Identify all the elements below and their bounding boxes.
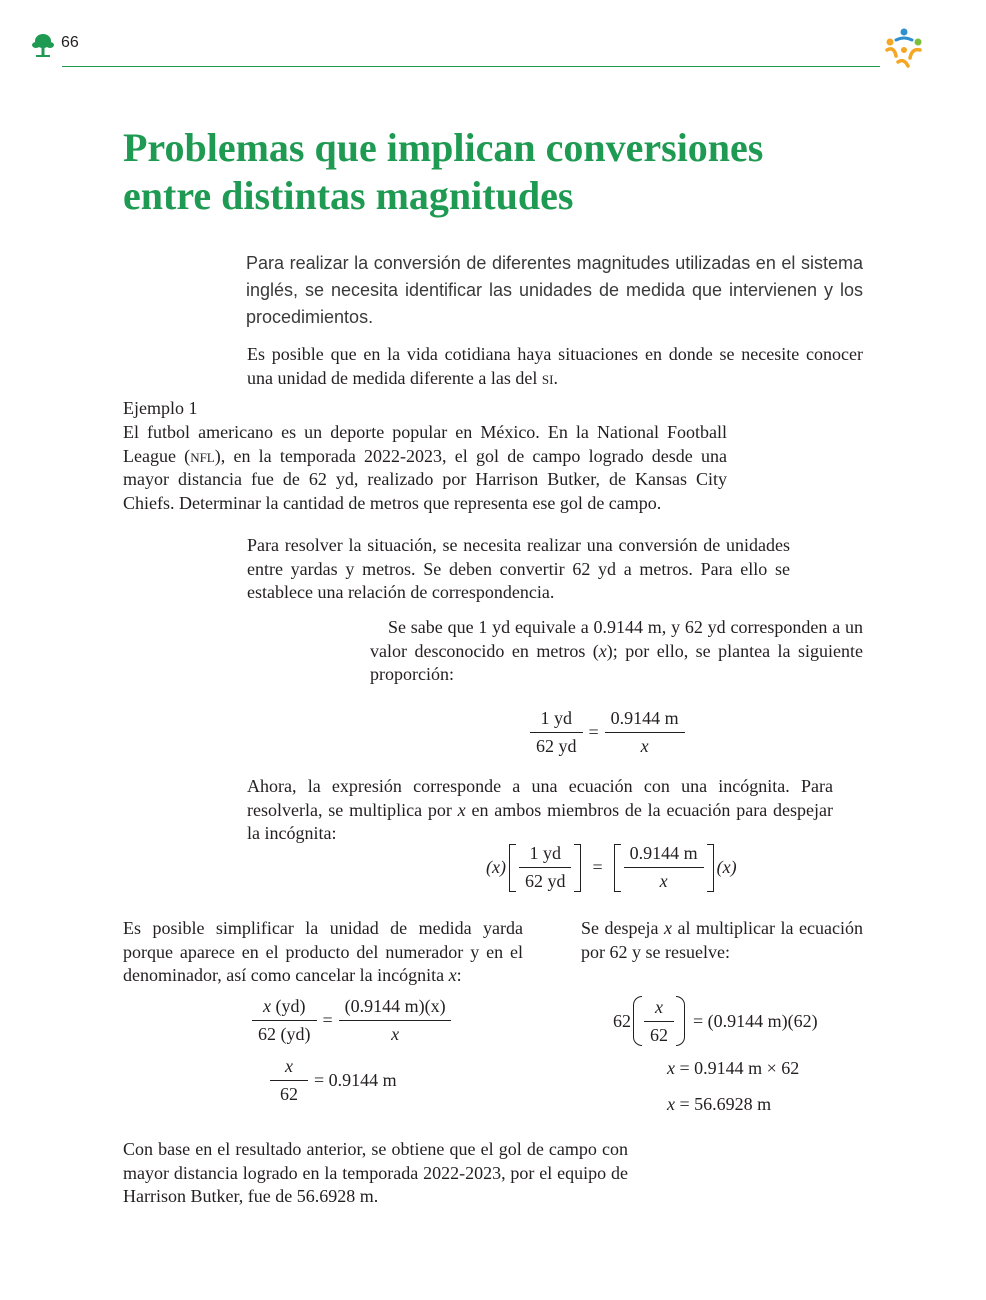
example-text: El futbol americano es un deporte popular en México. En la National Football League (nfl), en la temporada 2022-2023, el gol de campo logrado desde una mayor distancia fue de 62 yd, realizado por Harrison Butker, de Kansas City Chiefs. Determinar la cantidad de metros que representa ese gol de campo.: [123, 422, 727, 513]
header: [32, 30, 952, 70]
multiply-line: x = 0.9144 m × 62: [667, 1058, 800, 1078]
fraction-left: $\frac{1 yd}{62 yd}$: [530, 708, 583, 757]
right-bracket: [574, 844, 581, 892]
left-paren: [633, 996, 642, 1046]
fraction-yd: $\frac{1 yd}{62 yd}$: [519, 843, 572, 892]
page-number: 66: [61, 34, 79, 51]
reduced-equation: $\frac{x}{62}$ = 0.9144 m: [270, 1056, 397, 1105]
figures-logo-icon: [882, 26, 926, 70]
header-rule: [62, 66, 880, 67]
solution-paragraph-3: Ahora, la expresión corresponde a una ecuación con una incógnita. Para resolverla, se multiplica por x en ambos miembros de la ecuación para despejar la incógnita:: [247, 776, 833, 843]
simplify-equation: $\frac{x (yd)}{62 (yd)}$ = $\frac{(0.9144 m)(x)}{x}$: [252, 996, 452, 1045]
intro-paragraph-2: Es posible que en la vida cotidiana haya situaciones en donde se necesite conocer una unidad de medida diferente a las del si.: [247, 344, 863, 388]
left-bracket: [509, 844, 516, 892]
fraction-x-yd: $\frac{x (yd)}{62 (yd)}$: [252, 996, 317, 1045]
page-title: [123, 124, 883, 220]
fraction-right: $\frac{0.9144 m}{x}$: [605, 708, 685, 757]
solve-equation: 62 $\frac{x}{62}$ = (0.9144 m)(62): [613, 996, 818, 1045]
fraction-x-62-b: $\frac{x}{62}$: [644, 997, 674, 1046]
result-line: x = 56.6928 m: [667, 1094, 772, 1114]
fraction-m: $\frac{0.9144 m}{x}$: [624, 843, 704, 892]
example-label: Ejemplo 1: [123, 398, 198, 418]
nfl-smallcaps: nfl: [190, 445, 215, 466]
solution-paragraph-2: Se sabe que 1 yd equivale a 0.9144 m, y 62 yd corresponden a un valor desconocido en metros (x); por ello, se plantea la siguiente proporción:: [370, 617, 864, 684]
left-column-text: Es posible simplificar la unidad de medida yarda porque aparece en el producto del numerador y en el denominador, así como cancelar la incógnita x:: [123, 918, 523, 985]
conclusion-paragraph: Con base en el resultado anterior, se obtiene que el gol de campo con mayor distancia logrado en la temporada 2022-2023, por el equipo de Harrison Butker, fue de 56.6928 m.: [123, 1139, 628, 1206]
fraction-x-62: $\frac{x}{62}$: [270, 1056, 308, 1105]
si-smallcaps: si: [541, 367, 554, 388]
right-bracket-2: [707, 844, 714, 892]
intro-paragraph: Para realizar la conversión de diferentes magnitudes utilizadas en el sistema inglés, se necesita identificar las unidades de medida que intervienen y los procedimientos.: [246, 253, 863, 327]
solution-paragraph-1: Para resolver la situación, se necesita realizar una conversión de unidades entre yardas y metros. Se deben convertir 62 yd a metros. Para ello se establece una relación de correspondencia.: [247, 535, 790, 602]
right-column-text: Se despeja x al multiplicar la ecuación por 62 y se resuelve:: [581, 918, 863, 962]
page-title-line-1: Problemas que implican conversiones: [123, 125, 764, 170]
fraction-m-x: $\frac{(0.9144 m)(x)}{x}$: [339, 996, 452, 1045]
proportion-equation: $\frac{1 yd}{62 yd}$ = $\frac{0.9144 m}{x}$: [530, 708, 685, 757]
page-title-line-2: entre distintas magnitudes: [123, 173, 574, 218]
multiply-equation: (x) $\frac{1 yd}{62 yd}$ = $\frac{0.9144 m}{x}$ (x): [486, 843, 737, 891]
tree-emblem-icon: [32, 32, 54, 58]
left-bracket-2: [614, 844, 621, 892]
right-paren: [676, 996, 685, 1046]
